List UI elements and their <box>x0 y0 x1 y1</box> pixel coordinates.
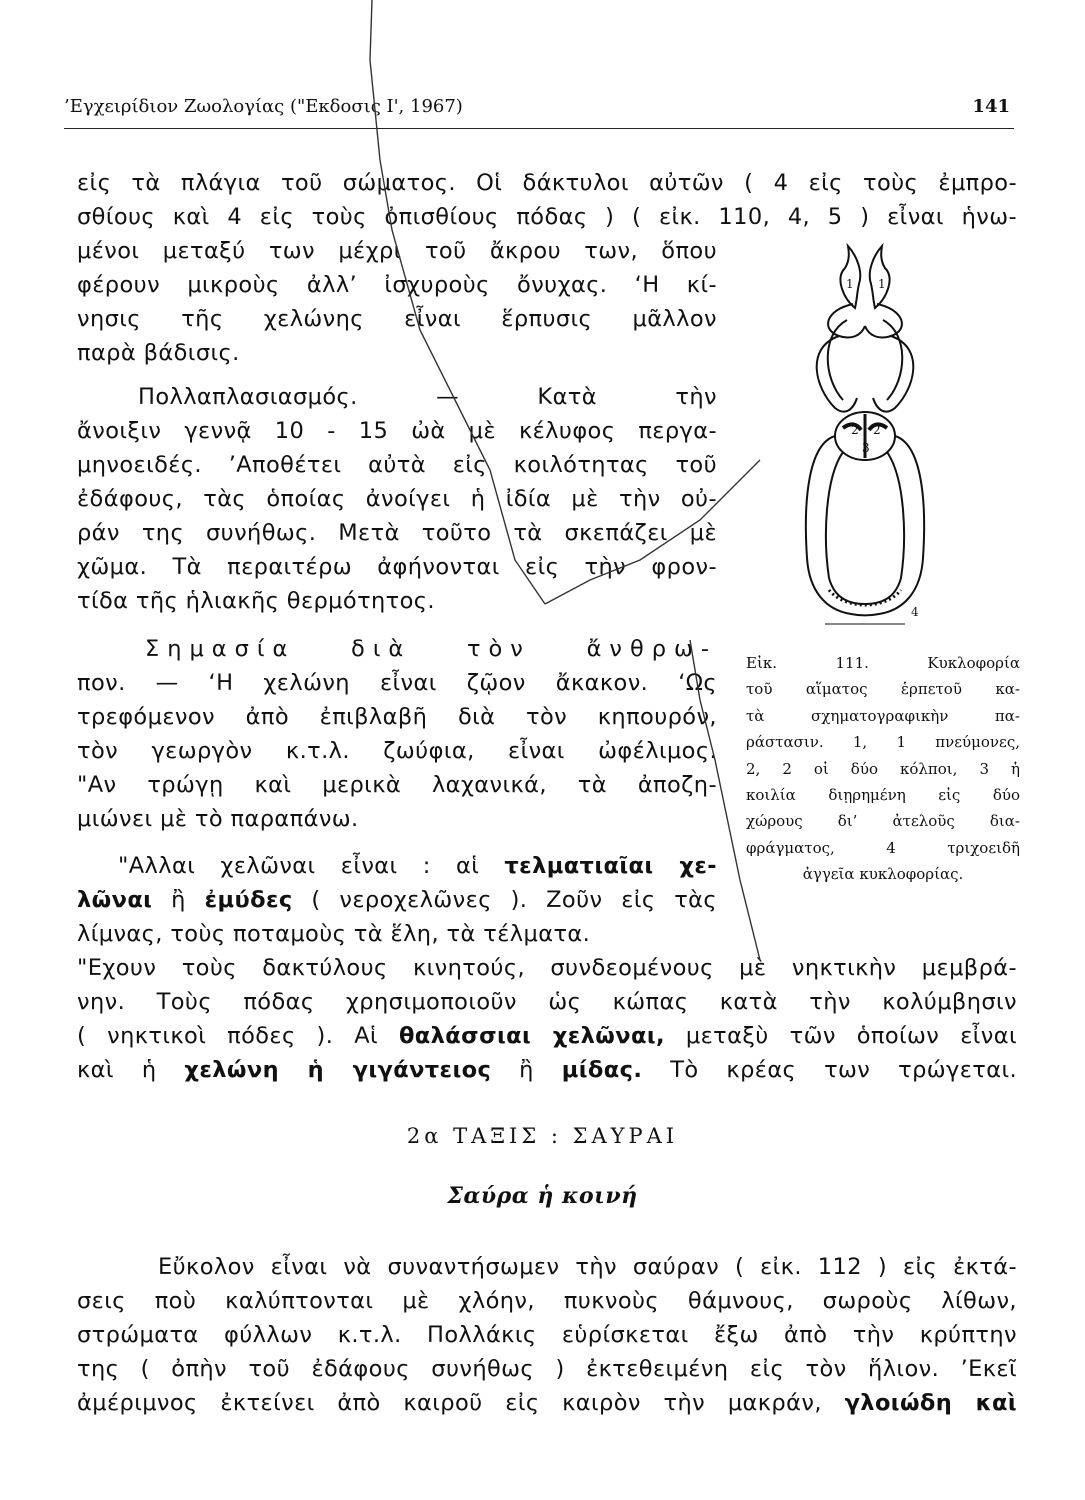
body-line: Εὔκολον εἶναι νὰ συναντήσωμεν τὴν σαύραν ( εἰκ. 112 ) εἰς ἐκτά- <box>158 1254 1017 1280</box>
caption-line: χώρους δι’ ἀτελοῦς δια- <box>746 812 1020 831</box>
caption-line: κοιλία διῃρημένη εἰς δύο <box>746 786 1020 805</box>
body-line: "Αλλαι χελῶναι εἶναι : αἱ τελματιαῖαι χε- <box>118 853 718 879</box>
body-line: ἀμέριμνος ἐκτείνει ἀπὸ καιροῦ εἰς καιρὸν τὴν μακράν, γλοιώδη καὶ <box>77 1390 1017 1416</box>
body-line: μηνοειδές. ’Αποθέτει αὐτὰ εἰς κοιλότητας τοῦ <box>77 452 717 478</box>
body-line: σεις ποὺ καλύπτονται μὲ χλόην, πυκνοὺς θάμνους, σωροὺς λίθων, <box>77 1288 1017 1314</box>
body-line: "Εχουν τοὺς δακτύλους κινητούς, συνδεομένους μὲ νηκτικὴν μεμβρά- <box>77 955 1017 981</box>
body-line: της ( ὀπὴν τοῦ ἐδάφους συνήθως ) ἐκτεθειμένη εἰς τὸν ἥλιον. ’Εκεῖ <box>77 1356 1017 1382</box>
caption-line: τοῦ αἵματος ἑρπετοῦ κα- <box>746 680 1020 699</box>
body-line: πον. — ‘Η χελώνη εἶναι ζῷον ἄκακον. ‘Ως <box>77 670 717 696</box>
body-line: τρεφόμενον ἀπὸ ἐπιβλαβῆ διὰ τὸν κηπουρόν, <box>77 704 717 730</box>
section-heading-significance: Σημασία διὰ τὸν ἄνθρω- <box>145 636 717 662</box>
caption-line: ράστασιν. 1, 1 πνεύμονες, <box>746 733 1020 752</box>
caption-line: ἀγγεῖα κυκλοφορίας. <box>802 865 964 884</box>
body-line: φέρουν μικροὺς ἀλλ’ ἰσχυροὺς ὄνυχας. ‘Η κί- <box>77 272 717 298</box>
body-line: ἐδάφους, τὰς ὁποίας ἀνοίγει ἡ ἰδία μὲ τὴν οὐ- <box>77 486 717 512</box>
body-line: νησις τῆς χελώνης εἶναι ἕρπυσις μᾶλλον <box>77 306 717 332</box>
body-line: "Αν τρώγῃ καὶ μερικὰ λαχανικά, τὰ ἀποζη- <box>77 772 717 798</box>
circulation-diagram <box>795 238 935 638</box>
body-line: καὶ ἡ χελώνη ἡ γιγάντειος ἢ μίδας. Τὸ κρέας των τρώγεται. <box>77 1057 1018 1083</box>
body-line: χῶμα. Τὰ περαιτέρω ἀφήνονται εἰς τὴν φρον- <box>77 554 717 580</box>
body-line: λῶναι ἢ ἐμύδες ( νεροχελῶνες ). Ζοῦν εἰς τὰς <box>77 887 718 913</box>
body-line: ράν της συνήθως. Μετὰ τοῦτο τὰ σκεπάζει μὲ <box>77 520 717 546</box>
body-line: ( νηκτικοὶ πόδες ). Αἱ θαλάσσιαι χελῶναι, μεταξὺ τῶν ὁποίων εἶναι <box>77 1023 1017 1049</box>
running-header <box>64 94 1014 129</box>
caption-line: φράγματος, 4 τριχοειδῆ <box>746 838 1020 857</box>
page-number: 141 <box>972 96 1010 117</box>
body-line: λίμνας, τοὺς ποταμοὺς τὰ ἕλη, τὰ τέλματα. <box>77 921 591 947</box>
caption-line: τὰ σχηματογραφικὴν πα- <box>746 706 1020 725</box>
body-line: ἄνοιξιν γεννᾷ 10 - 15 ὠὰ μὲ κέλυφος περγα- <box>77 418 717 444</box>
caption-line: Εἰκ. 111. Κυκλοφορία <box>746 654 1020 672</box>
body-line: τὸν γεωργὸν κ.τ.λ. ζωύφια, εἶναι ὠφέλιμος. <box>77 738 717 764</box>
body-line: σθίους καὶ 4 εἰς τοὺς ὀπισθίους πόδας ) ( εἰκ. 110, 4, 5 ) εἶναι ἡνω- <box>77 204 1017 230</box>
figure-caption <box>746 650 1020 888</box>
label-2: 2 <box>851 423 859 437</box>
body-line: μιώνει μὲ τὸ παραπάνω. <box>77 806 359 832</box>
body-line: εἰς τὰ πλάγια τοῦ σώματος. Οἱ δάκτυλοι αὐτῶν ( 4 εἰς τοὺς ἐμπρο- <box>77 170 1017 196</box>
body-line: νην. Τοὺς πόδας χρησιμοποιοῦν ὡς κώπας κατὰ τὴν κολύμβησιν <box>77 989 1017 1015</box>
body-line: παρὰ βάδισις. <box>77 340 240 366</box>
label-2: 2 <box>873 423 881 437</box>
label-4: 4 <box>911 605 919 619</box>
species-heading: Σαύρα ἡ κοινή <box>447 1183 638 1209</box>
label-3: 3 <box>862 441 870 455</box>
book-title: ’Εγχειρίδιον Ζωολογίας ("Εκδοσις Ι', 1967) <box>64 96 463 117</box>
body-line: μένοι μεταξύ των μέχρι τοῦ ἄκρου των, ὅπου <box>77 238 717 264</box>
label-1: 1 <box>878 277 886 291</box>
class-heading: 2α ΤΑΞΙΣ : ΣΑΥΡΑΙ <box>406 1124 679 1148</box>
section-heading-reproduction: Πολλαπλασιασμός. — Κατὰ τὴν <box>138 384 717 410</box>
body-line: στρώματα φύλλων κ.τ.λ. Πολλάκις εὑρίσκεται ἔξω ἀπὸ τὴν κρύπτην <box>77 1322 1017 1348</box>
body-line: τίδα τῆς ἡλιακῆς θερμότητος. <box>77 588 435 614</box>
caption-line: 2, 2 οἱ δύο κόλποι, 3 ἡ <box>746 759 1020 778</box>
label-1: 1 <box>846 277 854 291</box>
